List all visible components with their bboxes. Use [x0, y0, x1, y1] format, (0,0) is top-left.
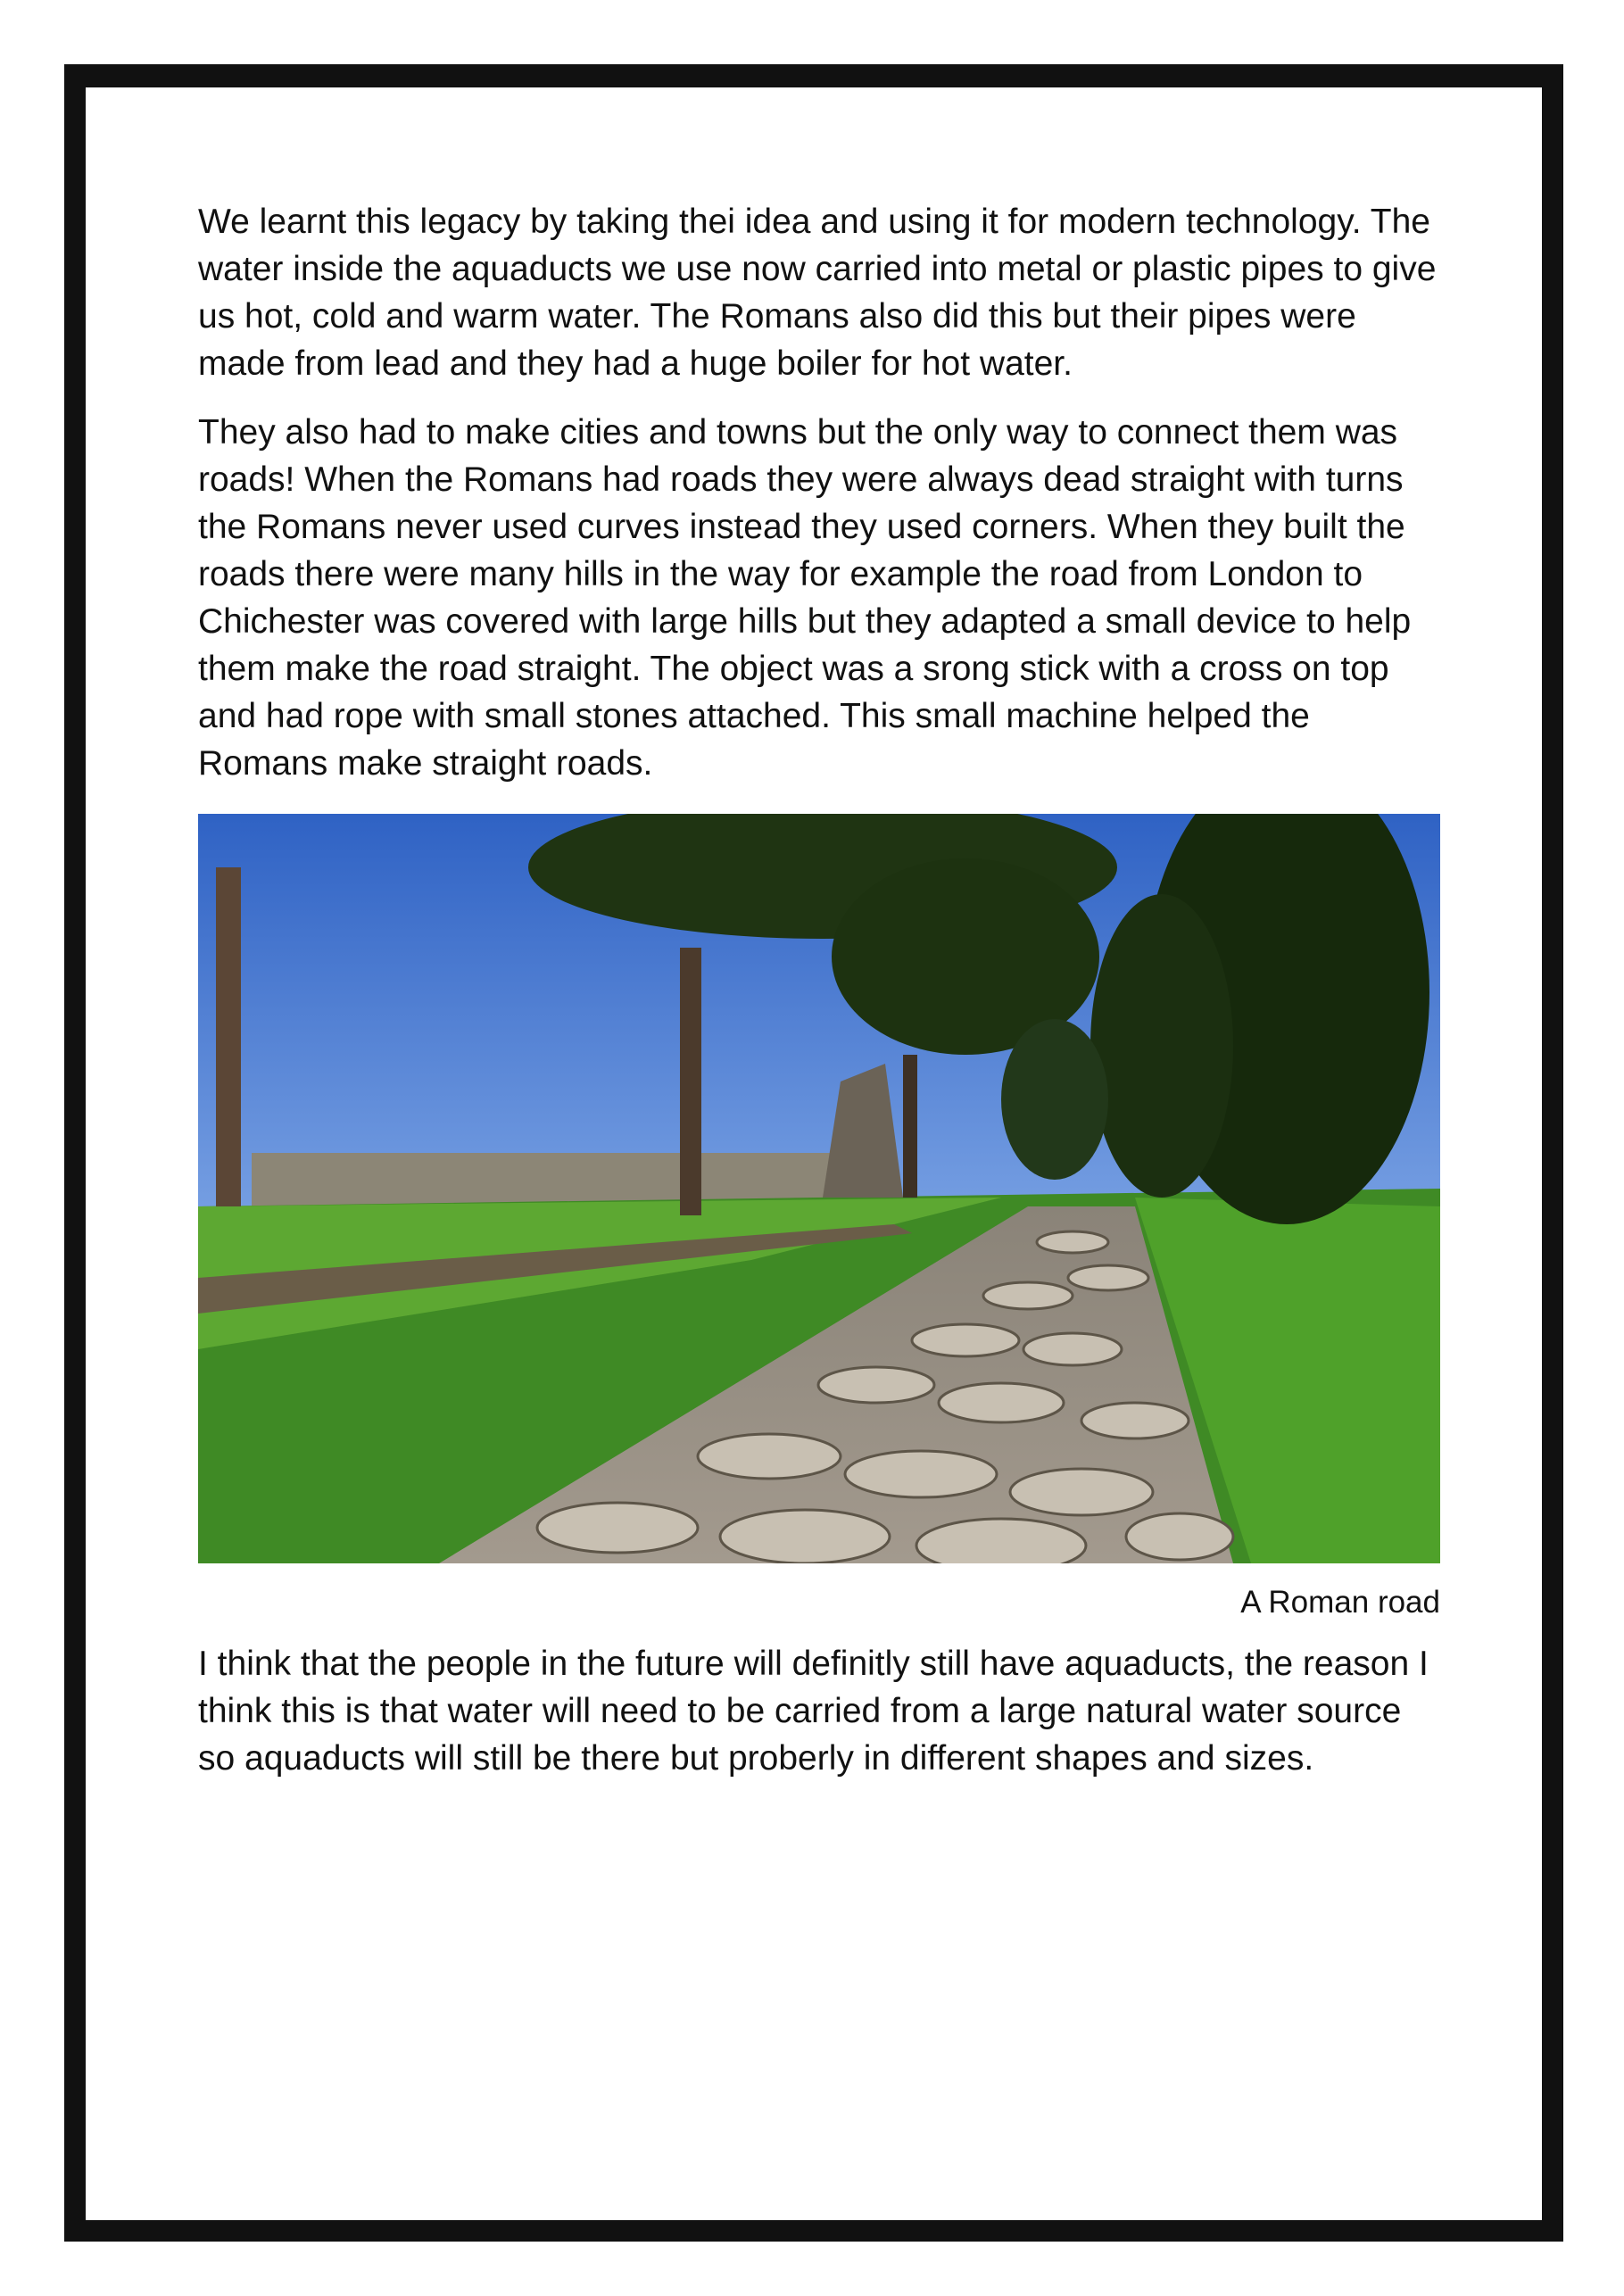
roman-road-photo	[198, 814, 1440, 1563]
paragraph-roman-roads: They also had to make cities and towns but the only way to connect them was roads! When the Romans had roads they were always dead straight with turns the Romans never used curves instead they used corners. When they built the roads there were many hills in the way for example the road from London to Chichester was covered with large hills but they adapted a small device to help them make the road straight. The object was a srong stick with a cross on top and had rope with small stones attached. This small machine helped the Romans make straight roads.	[198, 413, 1412, 783]
document-body	[198, 198, 1447, 1803]
paragraph-aquaducts-legacy: We learnt this legacy by taking thei idea and using it for modern technology. The water inside the aquaducts we use now carried into metal or plastic pipes to give us hot, cold and warm water. The Romans also did this but their pipes were made from lead and they had a huge boiler for hot water.	[198, 203, 1437, 383]
photo-caption: A Roman road	[1240, 1585, 1440, 1620]
paragraph-future-aquaducts: I think that the people in the future will definitly still have aquaducts, the reason I think this is that water will need to be carried from a large natural water source so aquaducts will still be there but proberly in different shapes and sizes.	[198, 1645, 1429, 1778]
